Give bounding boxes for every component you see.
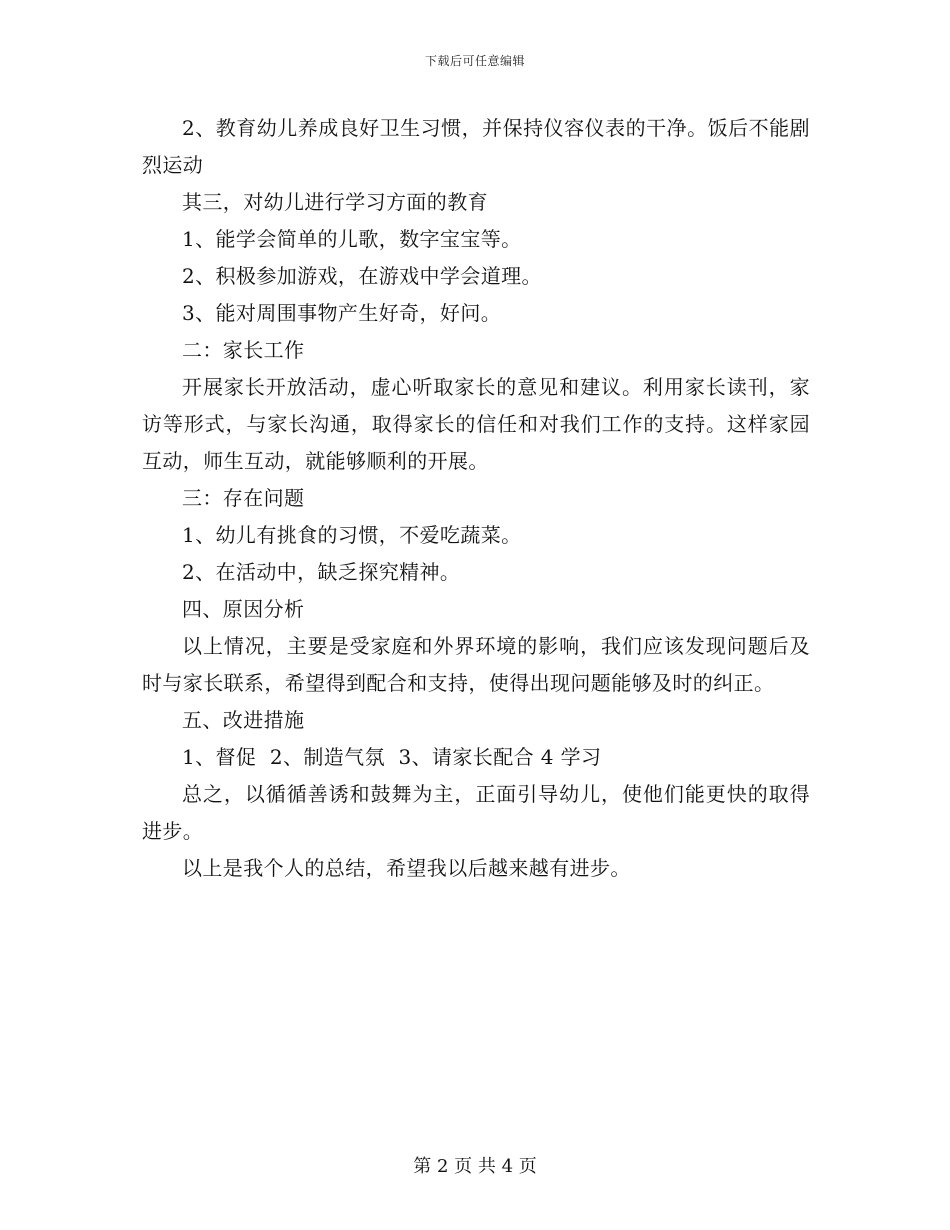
paragraph-conclusion: 总之，以循循善诱和鼓舞为主，正面引导幼儿，使他们能更快的取得进步。 bbox=[142, 782, 810, 843]
paragraph-learning-item-2: 2、积极参加游戏，在游戏中学会道理。 bbox=[182, 264, 542, 288]
paragraph-improvement-list: 1、督促 2、制造气氛 3、请家长配合 4 学习 bbox=[182, 745, 602, 769]
paragraph-parent-work: 开展家长开放活动，虚心听取家长的意见和建议。利用家长读刊，家访等形式，与家长沟通，取得家长的信任和对我们工作的支持。这样家园互动，师生互动，就能够顺利的开展。 bbox=[142, 375, 810, 473]
section-heading-analysis: 四、原因分析 bbox=[182, 597, 305, 621]
section-heading-parent-work: 二：家长工作 bbox=[182, 338, 305, 362]
page-header: 下载后可任意编辑 bbox=[424, 54, 525, 68]
paragraph-closing: 以上是我个人的总结，希望我以后越来越有进步。 bbox=[182, 856, 631, 880]
paragraph-analysis: 以上情况，主要是受家庭和外界环境的影响，我们应该发现问题后及时与家长联系，希望得到配合和支持，使得出现问题能够及时的纠正。 bbox=[142, 634, 810, 695]
paragraph-hygiene-habits: 2、教育幼儿养成良好卫生习惯，并保持仪容仪表的干净。饭后不能剧烈运动 bbox=[142, 116, 810, 177]
paragraph-learning-item-1: 1、能学会简单的儿歌，数字宝宝等。 bbox=[182, 227, 522, 251]
section-heading-improvements: 五、改进措施 bbox=[182, 708, 305, 732]
page-number-footer: 第 2 页 共 4 页 bbox=[413, 1156, 537, 1177]
paragraph-problem-2: 2、在活动中，缺乏探究精神。 bbox=[182, 560, 461, 584]
paragraph-learning-heading: 其三，对幼儿进行学习方面的教育 bbox=[182, 190, 488, 214]
section-heading-problems: 三：存在问题 bbox=[182, 486, 305, 510]
paragraph-problem-1: 1、幼儿有挑食的习惯，不爱吃蔬菜。 bbox=[182, 523, 522, 547]
paragraph-learning-item-3: 3、能对周围事物产生好奇，好问。 bbox=[182, 301, 502, 325]
document-body bbox=[142, 110, 810, 887]
